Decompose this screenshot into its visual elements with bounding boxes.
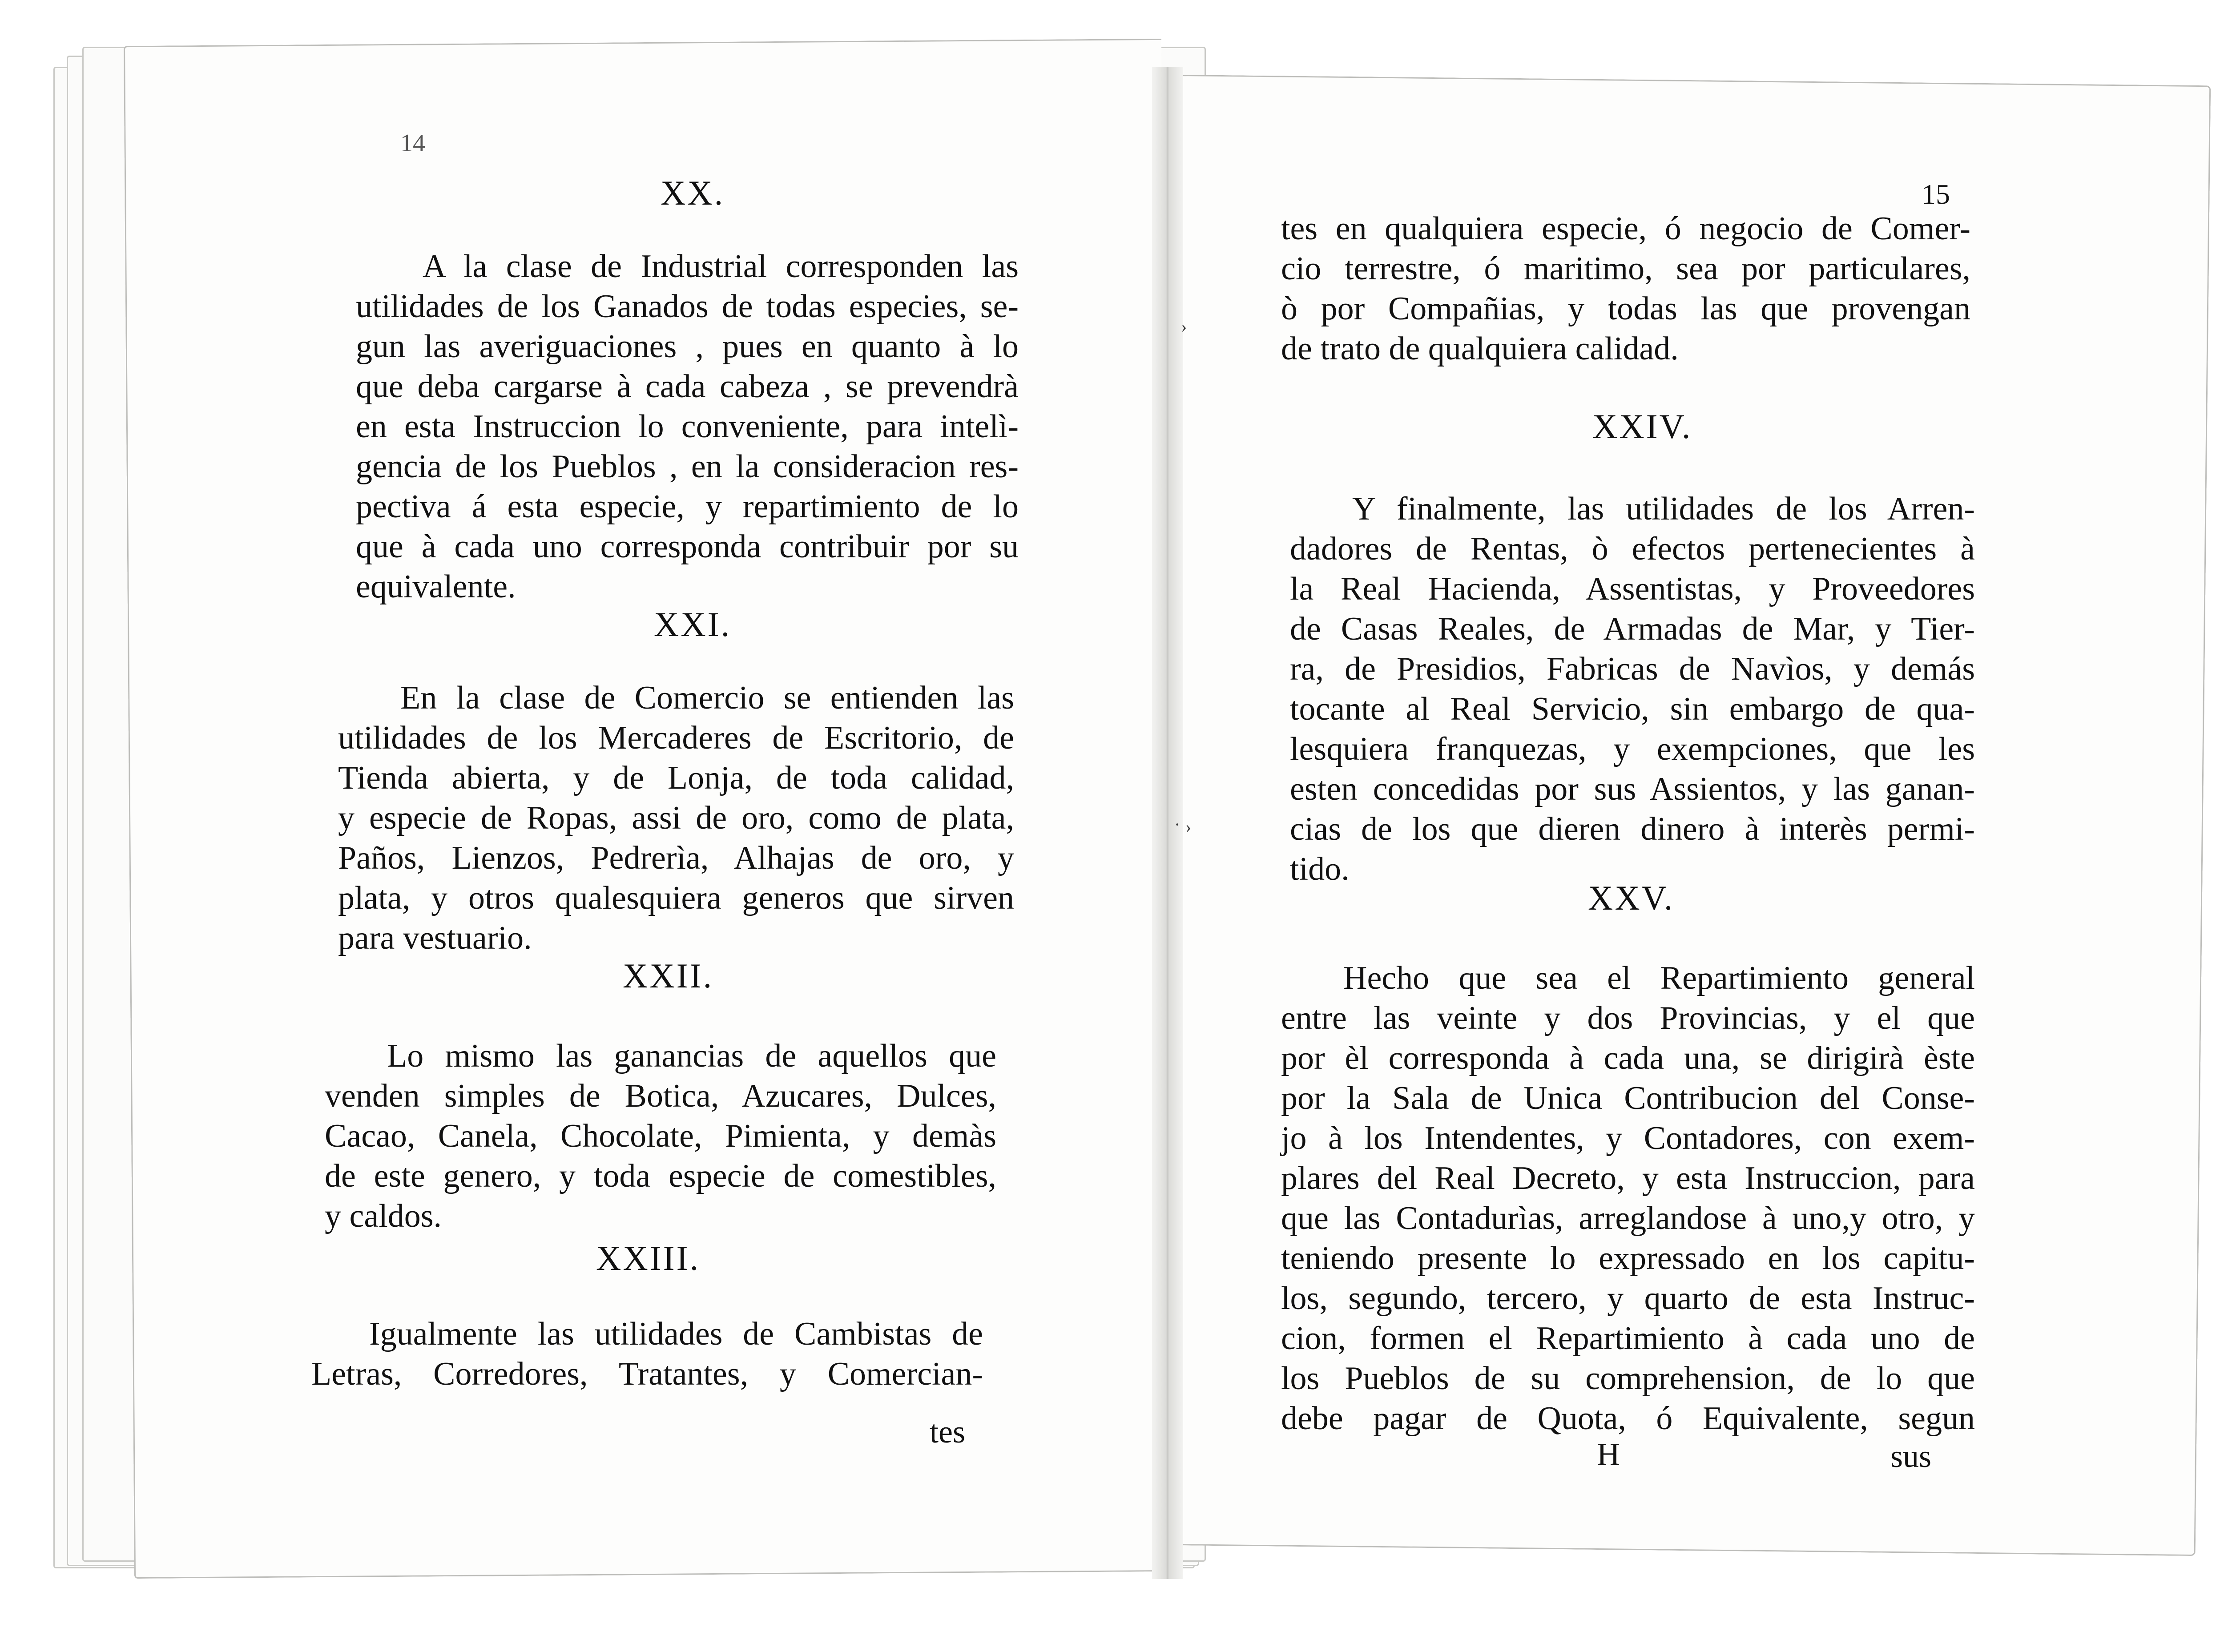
- text-line: Y finalmente, las utilidades de los Arren-: [1352, 491, 1975, 527]
- text-line: utilidades de los Ganados de todas especies, se-: [356, 288, 1019, 325]
- text-line: plares del Real Decreto, y esta Instruccion, para: [1281, 1160, 1975, 1197]
- text-line: y especie de Ropas, assi de oro, como de plata,: [338, 800, 1014, 836]
- text-line: A la clase de Industrial corresponden las: [423, 248, 1019, 285]
- stray-mark: ·: [1174, 814, 1180, 834]
- text-line: los Pueblos de su comprehension, de lo que: [1281, 1360, 1975, 1397]
- text-line: cion, formen el Repartimiento à cada uno de: [1281, 1320, 1975, 1357]
- text-line: que à cada uno corresponda contribuir por su: [356, 528, 1019, 565]
- text-line: Letras, Corredores, Tratantes, y Comercian-: [311, 1356, 983, 1392]
- text-line: gencia de los Pueblos , en la consideracion res-: [356, 448, 1019, 485]
- text-line: teniendo presente lo expressado en los capitu-: [1281, 1240, 1975, 1277]
- section-heading: XXIV.: [1592, 407, 1692, 446]
- text-line: tocante al Real Servicio, sin embargo de qua-: [1290, 691, 1975, 727]
- text-line: pectiva á esta especie, y repartimiento de lo: [356, 488, 1019, 525]
- text-line: tes en qualquiera especie, ó negocio de Comer-: [1281, 210, 1970, 247]
- text-line: entre las veinte y dos Provincias, y el que: [1281, 1000, 1975, 1036]
- text-line: Paños, Lienzos, Pedrerìa, Alhajas de oro, y: [338, 840, 1014, 876]
- text-line: Hecho que sea el Repartimiento general: [1343, 960, 1975, 996]
- text-line: Tienda abierta, y de Lonja, de toda calidad,: [338, 760, 1014, 796]
- text-line: jo à los Intendentes, y Contadores, con exem-: [1281, 1120, 1975, 1156]
- text-line: dadores de Rentas, ò efectos pertenecientes à: [1290, 531, 1975, 567]
- text-line: que deba cargarse à cada cabeza , se prevendrà: [356, 368, 1019, 405]
- text-line: para vestuario.: [338, 920, 532, 956]
- text-line: equivalente.: [356, 568, 516, 605]
- text-line: por la Sala de Unica Contribucion del Conse-: [1281, 1080, 1975, 1116]
- text-line: Igualmente las utilidades de Cambistas de: [369, 1316, 983, 1352]
- signature-mark: H: [1597, 1436, 1620, 1472]
- text-line: ò por Compañias, y todas las que provengan: [1281, 290, 1970, 327]
- text-line: de trato de qualquiera calidad.: [1281, 330, 1679, 367]
- text-line: ra, de Presidios, Fabricas de Navìos, y demás: [1290, 651, 1975, 687]
- text-line: la Real Hacienda, Assentistas, y Proveedores: [1290, 571, 1975, 607]
- section-heading: XXII.: [623, 956, 714, 995]
- text-line: por èl corresponda à cada una, se dirigirà èste: [1281, 1040, 1975, 1076]
- text-line: venden simples de Botica, Azucares, Dulces,: [325, 1078, 996, 1114]
- text-line: cio terrestre, ó maritimo, sea por particulares,: [1281, 250, 1970, 287]
- text-line: los, segundo, tercero, y quarto de esta Instruc-: [1281, 1280, 1975, 1317]
- text-line: Cacao, Canela, Chocolate, Pimienta, y demàs: [325, 1118, 996, 1154]
- stray-mark: ›: [1181, 316, 1187, 336]
- text-line: tido.: [1290, 851, 1350, 887]
- left-page-number: 14: [400, 129, 425, 157]
- right-page-number: 15: [1922, 178, 1950, 210]
- text-line: gun las averiguaciones , pues en quanto à lo: [356, 328, 1019, 365]
- text-line: utilidades de los Mercaderes de Escritorio, de: [338, 720, 1014, 756]
- section-heading: XX.: [661, 173, 725, 212]
- text-line: que las Contadurìas, arreglandose à uno,y otro, y: [1281, 1200, 1975, 1237]
- section-heading: XXIII.: [596, 1239, 701, 1277]
- stray-mark: ›: [1185, 817, 1192, 837]
- text-line: de este genero, y toda especie de comestibles,: [325, 1158, 996, 1194]
- text-line: En la clase de Comercio se entienden las: [400, 680, 1014, 716]
- text-line: cias de los que dieren dinero à interès permi-: [1290, 811, 1975, 847]
- text-line: en esta Instruccion lo conveniente, para intelì-: [356, 408, 1019, 445]
- catchword: sus: [1890, 1438, 1932, 1474]
- section-heading: XXV.: [1588, 878, 1675, 917]
- text-line: Lo mismo las ganancias de aquellos que: [387, 1038, 996, 1074]
- text-line: y caldos.: [325, 1198, 442, 1234]
- text-line: esten concedidas por sus Assientos, y las ganan-: [1290, 771, 1975, 807]
- text-line: de Casas Reales, de Armadas de Mar, y Tier-: [1290, 611, 1975, 647]
- catchword: tes: [930, 1414, 965, 1450]
- text-line: plata, y otros qualesquiera generos que sirven: [338, 880, 1014, 916]
- section-heading: XXI.: [654, 605, 732, 644]
- text-line: debe pagar de Quota, ó Equivalente, segun: [1281, 1400, 1975, 1437]
- text-line: lesquiera franquezas, y exempciones, que les: [1290, 731, 1975, 767]
